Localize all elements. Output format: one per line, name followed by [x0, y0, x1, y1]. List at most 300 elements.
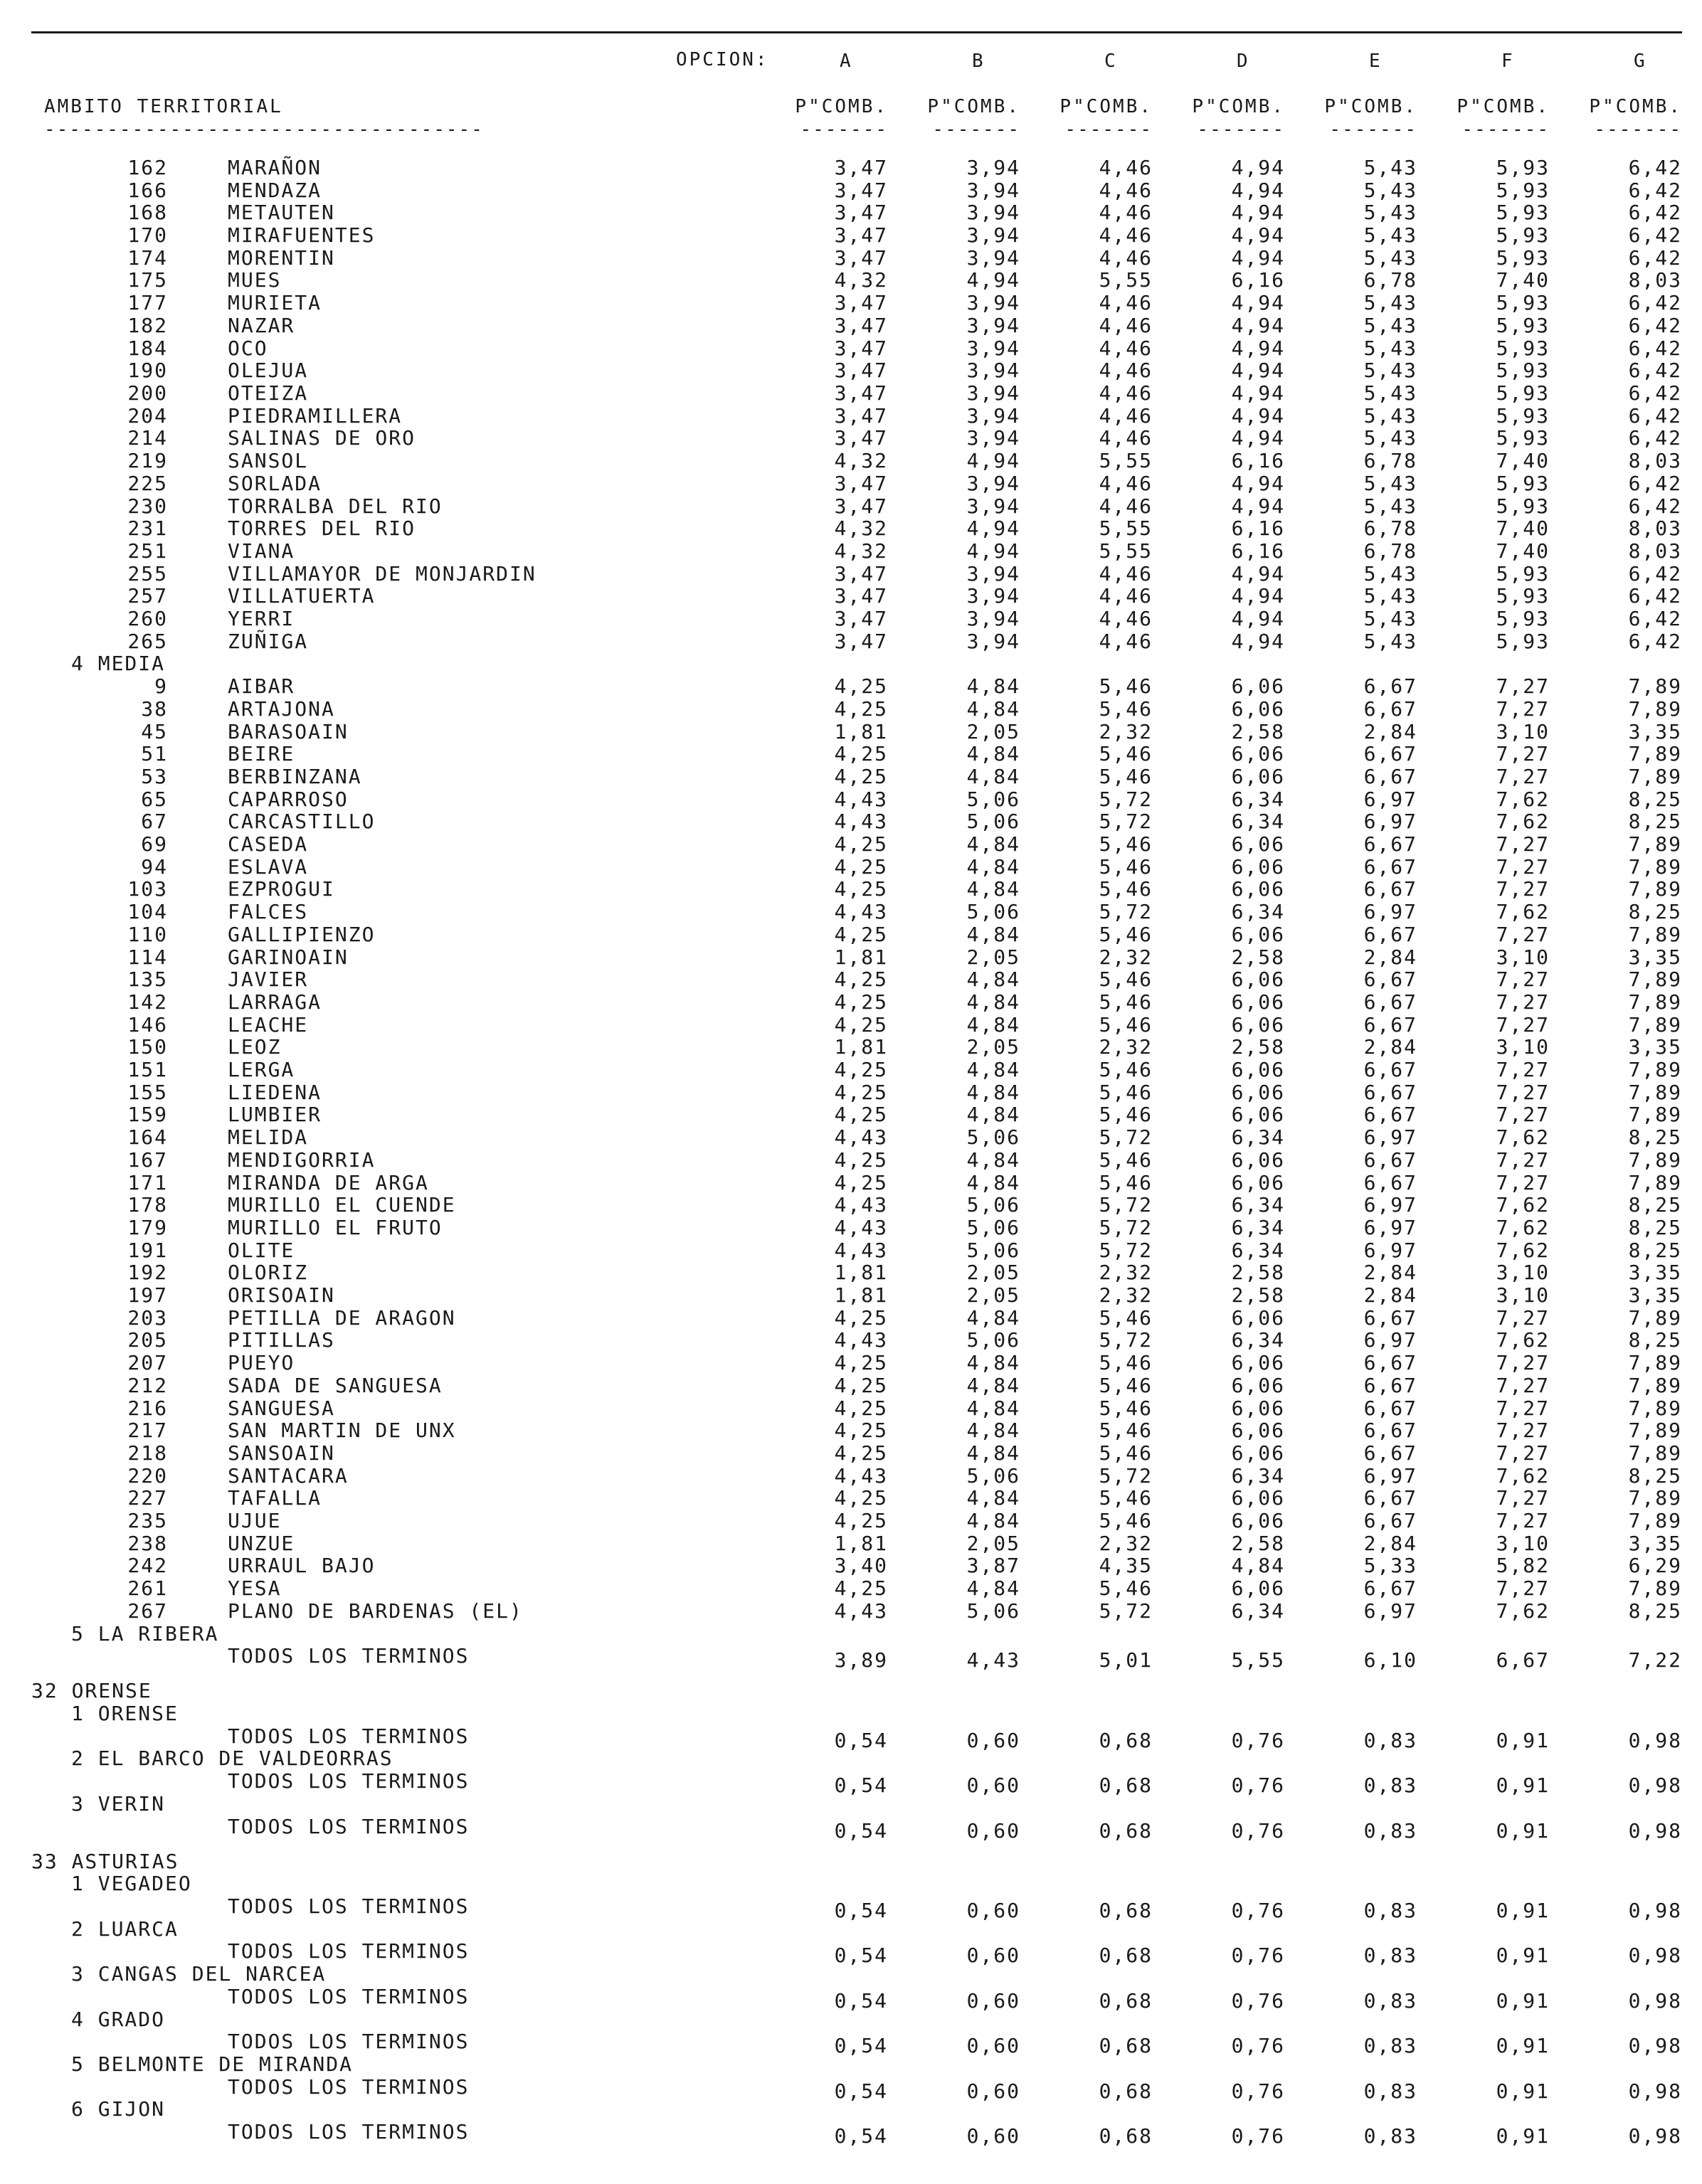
all-terms-label: TODOS LOS TERMINOS: [228, 2030, 470, 2053]
value-d: 6,34: [1231, 810, 1285, 833]
municipality-row: [0, 1036, 1702, 1059]
value-a: 1,81: [834, 1261, 888, 1284]
column-underline-g: -------: [1594, 119, 1682, 140]
value-a: 4,43: [834, 1239, 888, 1262]
municipality-name: SANTACARA: [228, 1464, 349, 1488]
value-e: 0,83: [1363, 2034, 1417, 2057]
value-a: 4,25: [834, 674, 888, 698]
municipality-name: MARAÑON: [228, 156, 322, 179]
value-a: 4,25: [834, 968, 888, 991]
value-g: 6,42: [1628, 381, 1682, 405]
municipality-row: [0, 359, 1702, 382]
value-d: 0,76: [1231, 2079, 1285, 2103]
value-c: 4,46: [1099, 314, 1153, 337]
municipality-name: LEACHE: [228, 1013, 309, 1037]
municipality-code: 159: [127, 1103, 168, 1126]
value-a: 0,54: [834, 1774, 888, 1797]
municipality-name: MIRANDA DE ARGA: [228, 1171, 429, 1194]
value-d: 4,94: [1231, 426, 1285, 450]
municipality-code: 191: [127, 1239, 168, 1262]
value-f: 0,91: [1496, 1989, 1550, 2013]
value-f: 5,93: [1496, 494, 1550, 518]
subregion-label: 4 GRADO: [71, 2008, 166, 2031]
municipality-row: [0, 337, 1702, 360]
value-b: 4,84: [966, 1419, 1020, 1442]
value-a: 3,47: [834, 314, 888, 337]
municipality-code: 150: [127, 1035, 168, 1059]
value-g: 6,42: [1628, 246, 1682, 270]
value-g: 0,98: [1628, 2079, 1682, 2103]
municipality-row: [0, 1126, 1702, 1149]
value-f: 0,91: [1496, 2124, 1550, 2148]
municipality-row: [0, 1442, 1702, 1465]
value-c: 0,68: [1099, 1729, 1153, 1752]
value-g: 6,29: [1628, 1554, 1682, 1577]
all-terms-row: [0, 2075, 1702, 2103]
municipality-code: 200: [127, 381, 168, 405]
value-d: 6,06: [1231, 1419, 1285, 1442]
value-a: 3,47: [834, 381, 888, 405]
municipality-code: 162: [127, 156, 168, 179]
column-header-e: P"COMB.: [1324, 96, 1417, 117]
value-b: 4,84: [966, 765, 1020, 788]
municipality-row: [0, 968, 1702, 991]
value-c: 5,46: [1099, 1013, 1153, 1037]
value-c: 4,46: [1099, 630, 1153, 653]
value-d: 6,16: [1231, 516, 1285, 540]
value-b: 5,06: [966, 900, 1020, 923]
value-a: 4,25: [834, 1351, 888, 1374]
municipality-row: [0, 563, 1702, 585]
value-b: 4,84: [966, 1351, 1020, 1374]
value-g: 3,35: [1628, 1261, 1682, 1284]
value-c: 5,46: [1099, 1441, 1153, 1465]
value-e: 5,43: [1363, 156, 1417, 179]
value-c: 5,46: [1099, 877, 1153, 901]
municipality-code: 205: [127, 1328, 168, 1352]
municipality-row: [0, 1600, 1702, 1623]
value-d: 2,58: [1231, 1283, 1285, 1307]
municipality-row: [0, 675, 1702, 698]
value-b: 0,60: [966, 2079, 1020, 2103]
value-d: 6,06: [1231, 855, 1285, 879]
value-b: 4,84: [966, 832, 1020, 856]
value-a: 3,47: [834, 359, 888, 382]
value-a: 4,25: [834, 1058, 888, 1081]
value-b: 4,84: [966, 968, 1020, 991]
value-a: 4,25: [834, 1576, 888, 1600]
value-c: 5,46: [1099, 697, 1153, 721]
value-a: 4,25: [834, 1509, 888, 1532]
value-d: 2,58: [1231, 1532, 1285, 1555]
value-e: 5,43: [1363, 201, 1417, 224]
value-g: 6,42: [1628, 179, 1682, 202]
value-b: 0,60: [966, 1899, 1020, 1922]
value-f: 7,62: [1496, 1328, 1550, 1352]
option-e-header: E: [1369, 51, 1383, 72]
value-c: 4,46: [1099, 562, 1153, 585]
value-f: 0,91: [1496, 1774, 1550, 1797]
all-terms-row: [0, 2120, 1702, 2148]
value-d: 6,34: [1231, 788, 1285, 811]
municipality-row: [0, 1149, 1702, 1172]
value-g: 6,42: [1628, 584, 1682, 608]
value-a: 4,25: [834, 923, 888, 946]
value-a: 3,47: [834, 607, 888, 630]
value-d: 0,76: [1231, 1944, 1285, 1967]
municipality-code: 171: [127, 1171, 168, 1194]
municipality-row: [0, 1465, 1702, 1488]
municipality-name: OLORIZ: [228, 1261, 309, 1284]
value-f: 7,62: [1496, 1464, 1550, 1488]
value-c: 5,46: [1099, 832, 1153, 856]
value-d: 6,06: [1231, 923, 1285, 946]
municipality-row: [0, 157, 1702, 179]
municipality-row: [0, 427, 1702, 450]
value-g: 8,25: [1628, 1125, 1682, 1149]
municipality-row: [0, 698, 1702, 721]
municipality-name: OTEIZA: [228, 381, 309, 405]
value-e: 0,83: [1363, 1989, 1417, 2013]
value-d: 4,94: [1231, 179, 1285, 202]
ambito-territorial-heading: AMBITO TERRITORIAL: [44, 96, 283, 117]
subregion-label: 6 GIJON: [71, 2097, 166, 2121]
municipality-row: [0, 1532, 1702, 1555]
subregion-row: [0, 1747, 1702, 1770]
municipality-row: [0, 923, 1702, 946]
value-d: 4,94: [1231, 381, 1285, 405]
value-f: 7,27: [1496, 1171, 1550, 1194]
value-d: 6,06: [1231, 1576, 1285, 1600]
value-d: 6,16: [1231, 449, 1285, 472]
value-e: 6,78: [1363, 539, 1417, 563]
value-b: 2,05: [966, 1283, 1020, 1307]
value-f: 0,91: [1496, 2079, 1550, 2103]
municipality-name: PIEDRAMILLERA: [228, 404, 403, 428]
municipality-code: 225: [127, 472, 168, 495]
value-d: 6,06: [1231, 674, 1285, 698]
value-b: 4,84: [966, 1171, 1020, 1194]
value-f: 7,27: [1496, 1148, 1550, 1172]
value-e: 2,84: [1363, 1035, 1417, 1059]
subregion-label: 3 VERIN: [71, 1792, 166, 1815]
municipality-code: 238: [127, 1532, 168, 1555]
value-b: 3,94: [966, 630, 1020, 653]
municipality-row: [0, 1194, 1702, 1216]
municipality-name: OLITE: [228, 1239, 295, 1262]
value-d: 6,34: [1231, 1125, 1285, 1149]
value-d: 6,06: [1231, 1486, 1285, 1510]
value-b: 5,06: [966, 1125, 1020, 1149]
value-f: 5,93: [1496, 584, 1550, 608]
municipality-name: MELIDA: [228, 1125, 309, 1149]
value-f: 7,27: [1496, 923, 1550, 946]
municipality-code: 204: [127, 404, 168, 428]
value-b: 0,60: [966, 2034, 1020, 2057]
municipality-name: VIANA: [228, 539, 295, 563]
subregion-row: [0, 1872, 1702, 1895]
value-f: 7,27: [1496, 674, 1550, 698]
value-f: 5,93: [1496, 426, 1550, 450]
value-d: 6,34: [1231, 1599, 1285, 1623]
value-c: 5,55: [1099, 516, 1153, 540]
value-g: 0,98: [1628, 2124, 1682, 2148]
option-b-header: B: [972, 51, 985, 72]
value-a: 4,25: [834, 1171, 888, 1194]
municipality-name: LIEDENA: [228, 1081, 322, 1104]
value-d: 4,94: [1231, 607, 1285, 630]
province-row: [0, 1850, 1702, 1873]
value-d: 6,06: [1231, 968, 1285, 991]
column-underline-c: -------: [1064, 119, 1153, 140]
value-f: 3,10: [1496, 1532, 1550, 1555]
value-f: 7,27: [1496, 832, 1550, 856]
municipality-row: [0, 1014, 1702, 1037]
value-f: 7,40: [1496, 539, 1550, 563]
value-g: 7,89: [1628, 1351, 1682, 1374]
subregion-row: [0, 1623, 1702, 1645]
value-f: 7,27: [1496, 1081, 1550, 1104]
value-f: 3,10: [1496, 1035, 1550, 1059]
value-c: 5,72: [1099, 1464, 1153, 1488]
value-f: 5,93: [1496, 472, 1550, 495]
value-d: 0,76: [1231, 1819, 1285, 1843]
value-f: 7,27: [1496, 968, 1550, 991]
value-g: 7,89: [1628, 674, 1682, 698]
value-e: 5,43: [1363, 291, 1417, 314]
value-b: 4,84: [966, 674, 1020, 698]
value-f: 5,93: [1496, 404, 1550, 428]
value-c: 5,46: [1099, 1148, 1153, 1172]
value-f: 7,27: [1496, 697, 1550, 721]
municipality-name: SANGUESA: [228, 1396, 335, 1420]
value-d: 5,55: [1231, 1648, 1285, 1672]
value-b: 4,94: [966, 268, 1020, 292]
municipality-row: [0, 495, 1702, 518]
subregion-row: [0, 652, 1702, 675]
municipality-name: YESA: [228, 1576, 282, 1600]
value-d: 6,06: [1231, 1013, 1285, 1037]
value-a: 4,43: [834, 810, 888, 833]
value-d: 4,94: [1231, 291, 1285, 314]
value-e: 6,67: [1363, 990, 1417, 1014]
ambito-underline: -----------------------------------: [44, 119, 484, 140]
municipality-name: MURILLO EL FRUTO: [228, 1216, 443, 1239]
all-terms-row: [0, 1724, 1702, 1752]
column-header-f: P"COMB.: [1457, 96, 1550, 117]
value-e: 6,67: [1363, 855, 1417, 879]
value-c: 4,46: [1099, 201, 1153, 224]
value-c: 5,72: [1099, 1599, 1153, 1623]
value-d: 6,34: [1231, 1193, 1285, 1216]
value-f: 5,82: [1496, 1554, 1550, 1577]
municipality-name: PLANO DE BARDENAS (EL): [228, 1599, 523, 1623]
municipality-name: GARINOAIN: [228, 945, 349, 969]
value-g: 0,98: [1628, 1819, 1682, 1843]
value-d: 6,34: [1231, 1328, 1285, 1352]
value-d: 4,94: [1231, 404, 1285, 428]
value-g: 7,89: [1628, 1013, 1682, 1037]
value-b: 3,94: [966, 314, 1020, 337]
municipality-row: [0, 382, 1702, 405]
municipality-row: [0, 1081, 1702, 1104]
value-e: 6,67: [1363, 1486, 1417, 1510]
value-b: 3,94: [966, 156, 1020, 179]
value-e: 5,43: [1363, 630, 1417, 653]
value-c: 2,32: [1099, 1035, 1153, 1059]
value-b: 0,60: [966, 1729, 1020, 1752]
value-g: 7,89: [1628, 1306, 1682, 1330]
value-f: 6,67: [1496, 1648, 1550, 1672]
municipality-name: LEOZ: [228, 1035, 282, 1059]
value-f: 3,10: [1496, 1261, 1550, 1284]
municipality-row: [0, 1103, 1702, 1126]
value-g: 7,89: [1628, 1374, 1682, 1397]
value-e: 6,97: [1363, 1216, 1417, 1239]
value-d: 4,94: [1231, 336, 1285, 360]
all-terms-label: TODOS LOS TERMINOS: [228, 1894, 470, 1918]
value-c: 5,46: [1099, 1306, 1153, 1330]
subregion-label: 1 ORENSE: [71, 1702, 179, 1725]
municipality-name: UJUE: [228, 1509, 282, 1532]
value-a: 1,81: [834, 945, 888, 969]
municipality-code: 177: [127, 291, 168, 314]
value-d: 6,06: [1231, 877, 1285, 901]
municipality-name: LARRAGA: [228, 990, 322, 1014]
value-d: 6,34: [1231, 1239, 1285, 1262]
all-terms-row: [0, 1769, 1702, 1797]
municipality-name: URRAUL BAJO: [228, 1554, 376, 1577]
municipality-code: 227: [127, 1486, 168, 1510]
value-a: 3,47: [834, 179, 888, 202]
value-e: 6,97: [1363, 1239, 1417, 1262]
value-g: 3,35: [1628, 1035, 1682, 1059]
value-d: 6,06: [1231, 990, 1285, 1014]
value-b: 4,84: [966, 1103, 1020, 1126]
value-a: 1,81: [834, 1283, 888, 1307]
value-g: 8,25: [1628, 810, 1682, 833]
municipality-code: 166: [127, 179, 168, 202]
municipality-code: 103: [127, 877, 168, 901]
value-a: 4,25: [834, 1148, 888, 1172]
value-b: 4,94: [966, 539, 1020, 563]
value-c: 5,46: [1099, 765, 1153, 788]
municipality-row: [0, 608, 1702, 630]
value-e: 6,67: [1363, 1081, 1417, 1104]
value-e: 6,67: [1363, 832, 1417, 856]
value-d: 6,34: [1231, 1216, 1285, 1239]
value-a: 4,25: [834, 697, 888, 721]
subregion-label: 5 LA RIBERA: [71, 1622, 219, 1645]
value-c: 5,55: [1099, 268, 1153, 292]
all-terms-row: [0, 1815, 1702, 1843]
value-f: 0,91: [1496, 1899, 1550, 1922]
municipality-row: [0, 450, 1702, 472]
value-a: 4,25: [834, 1374, 888, 1397]
value-c: 4,46: [1099, 336, 1153, 360]
value-f: 7,27: [1496, 1509, 1550, 1532]
municipality-name: EZPROGUI: [228, 877, 335, 901]
value-a: 4,43: [834, 1193, 888, 1216]
municipality-row: [0, 901, 1702, 923]
value-f: 7,62: [1496, 1599, 1550, 1623]
all-terms-label: TODOS LOS TERMINOS: [228, 1644, 470, 1668]
value-g: 8,25: [1628, 1328, 1682, 1352]
municipality-row: [0, 1419, 1702, 1442]
municipality-code: 190: [127, 359, 168, 382]
value-b: 5,06: [966, 1599, 1020, 1623]
municipality-code: 251: [127, 539, 168, 563]
value-d: 6,06: [1231, 1396, 1285, 1420]
value-g: 7,89: [1628, 742, 1682, 765]
value-f: 7,27: [1496, 1351, 1550, 1374]
value-f: 7,62: [1496, 1125, 1550, 1149]
municipality-row: [0, 991, 1702, 1014]
value-c: 5,46: [1099, 1486, 1153, 1510]
municipality-code: 167: [127, 1148, 168, 1172]
value-a: 3,40: [834, 1554, 888, 1577]
value-f: 7,27: [1496, 742, 1550, 765]
value-c: 4,46: [1099, 381, 1153, 405]
value-c: 5,46: [1099, 990, 1153, 1014]
value-d: 0,76: [1231, 1774, 1285, 1797]
column-header-g: P"COMB.: [1589, 96, 1682, 117]
column-header-c: P"COMB.: [1059, 96, 1153, 117]
value-c: 2,32: [1099, 1283, 1153, 1307]
municipality-row: [0, 405, 1702, 428]
value-f: 5,93: [1496, 223, 1550, 247]
value-b: 5,06: [966, 1193, 1020, 1216]
value-a: 4,25: [834, 742, 888, 765]
value-a: 4,43: [834, 788, 888, 811]
value-e: 5,43: [1363, 179, 1417, 202]
municipality-name: SALINAS DE ORO: [228, 426, 416, 450]
municipality-code: 219: [127, 449, 168, 472]
value-e: 0,83: [1363, 1819, 1417, 1843]
value-c: 5,72: [1099, 1193, 1153, 1216]
value-e: 6,97: [1363, 1125, 1417, 1149]
municipality-name: TAFALLA: [228, 1486, 322, 1510]
value-b: 5,06: [966, 1328, 1020, 1352]
all-terms-row: [0, 1939, 1702, 1967]
municipality-row: [0, 856, 1702, 879]
value-a: 0,54: [834, 1819, 888, 1843]
municipality-code: 257: [127, 584, 168, 608]
municipality-code: 265: [127, 630, 168, 653]
municipality-name: MURIETA: [228, 291, 322, 314]
municipality-row: [0, 269, 1702, 292]
municipality-name: SANSOAIN: [228, 1441, 335, 1465]
value-a: 1,81: [834, 1532, 888, 1555]
value-e: 6,67: [1363, 1441, 1417, 1465]
municipality-code: 38: [141, 697, 168, 721]
municipality-code: 212: [127, 1374, 168, 1397]
value-g: 7,89: [1628, 968, 1682, 991]
value-g: 7,89: [1628, 877, 1682, 901]
value-d: 4,94: [1231, 562, 1285, 585]
municipality-code: 53: [141, 765, 168, 788]
value-c: 0,68: [1099, 2079, 1153, 2103]
value-b: 2,05: [966, 720, 1020, 743]
column-underline-e: -------: [1329, 119, 1417, 140]
value-b: 3,94: [966, 562, 1020, 585]
value-a: 3,47: [834, 291, 888, 314]
value-c: 5,46: [1099, 1396, 1153, 1420]
value-g: 8,03: [1628, 449, 1682, 472]
municipality-row: [0, 788, 1702, 811]
municipality-code: 67: [141, 810, 168, 833]
value-d: 6,06: [1231, 742, 1285, 765]
